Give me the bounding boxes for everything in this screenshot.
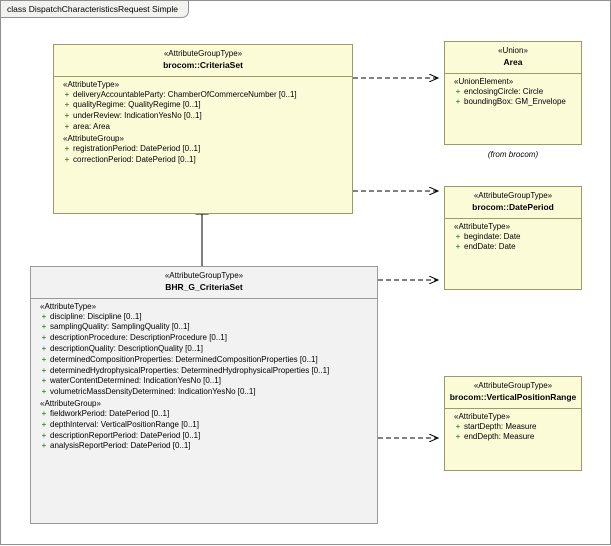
feature-row[interactable] (448, 87, 578, 98)
class-header-bhr-g-criteriaset (31, 267, 377, 298)
feature-row[interactable] (57, 122, 349, 133)
feature-text: discipline: Discipline [0..1] (50, 311, 142, 321)
feature-text: deliveryAccountableParty: ChamberOfCommerceNumber [0..1] (73, 89, 297, 99)
feature-row[interactable] (34, 355, 374, 366)
feature-row[interactable] (34, 441, 374, 452)
feature-row[interactable] (34, 344, 374, 355)
feature-text: analysisReportPeriod: DatePeriod [0..1] (50, 441, 191, 451)
feature-text: depthInterval: VerticalPositionRange [0..1] (50, 419, 199, 429)
feature-text: correctionPeriod: DatePeriod [0..1] (73, 154, 196, 164)
package-note-area (444, 150, 582, 159)
feature-text: boundingBox: GM_Envelope (464, 97, 566, 107)
group-label-attributegroup: «AttributeGroup» (63, 133, 124, 143)
visibility-marker: + (41, 441, 47, 451)
attribute-compartment-bhr-g-criteriaset (31, 299, 377, 456)
class-stereotype: «AttributeGroupType» (163, 49, 243, 58)
attribute-compartment-area (445, 74, 581, 112)
visibility-marker: + (455, 231, 461, 241)
package-note-text: (from brocom) (487, 150, 539, 159)
feature-row[interactable] (34, 420, 374, 431)
feature-row[interactable] (448, 422, 578, 433)
feature-text: determinedCompositionProperties: DeterminedCompositionProperties [0..1] (50, 354, 318, 364)
feature-row[interactable] (57, 144, 349, 155)
feature-row[interactable] (57, 100, 349, 111)
feature-text: determinedHydrophysicalProperties: DeterminedHydrophysicalProperties [0..1] (50, 365, 330, 375)
visibility-marker: + (41, 344, 47, 354)
feature-text: underReview: IndicationYesNo [0..1] (73, 111, 202, 121)
visibility-marker: + (455, 242, 461, 252)
feature-row[interactable] (57, 111, 349, 122)
visibility-marker: + (64, 143, 70, 153)
feature-text: area: Area (73, 122, 110, 132)
feature-row[interactable] (34, 322, 374, 333)
visibility-marker: + (41, 409, 47, 418)
class-header-criteriaset (54, 45, 352, 76)
feature-text: qualityRegime: QualityRegime [0..1] (73, 100, 201, 110)
class-box-dateperiod[interactable] (444, 186, 582, 290)
feature-row[interactable] (34, 376, 374, 387)
feature-text: endDepth: Measure (464, 432, 535, 442)
feature-text: endDate: Date (464, 242, 516, 252)
feature-text: registrationPeriod: DatePeriod [0..1] (73, 143, 201, 153)
visibility-marker: + (64, 122, 70, 132)
class-stereotype: «AttributeGroupType» (164, 271, 244, 280)
feature-row[interactable] (34, 431, 374, 442)
attribute-compartment-criteriaset (54, 77, 352, 169)
group-label-attributetype: «AttributeType» (454, 221, 511, 231)
visibility-marker: + (41, 376, 47, 386)
feature-text: enclosingCircle: Circle (464, 86, 544, 96)
visibility-marker: + (41, 430, 47, 440)
feature-row[interactable] (34, 409, 374, 420)
visibility-marker: + (64, 89, 70, 99)
feature-row[interactable] (57, 155, 349, 166)
class-stereotype: «AttributeGroupType» (473, 381, 553, 390)
visibility-marker: + (64, 100, 70, 110)
visibility-marker: + (41, 311, 47, 321)
class-name: brocom::DatePeriod (472, 202, 554, 212)
class-header-verticalpositionrange (445, 377, 581, 408)
visibility-marker: + (455, 421, 461, 431)
feature-text: begindate: Date (464, 231, 521, 241)
feature-text: descriptionProcedure: DescriptionProcedure [0..1] (50, 333, 227, 343)
diagram-title-tab (1, 1, 189, 18)
class-header-dateperiod (445, 187, 581, 218)
visibility-marker: + (455, 86, 461, 96)
class-name: brocom::VerticalPositionRange (449, 392, 577, 402)
feature-text: fieldworkPeriod: DatePeriod [0..1] (50, 409, 170, 418)
feature-text: volumetricMassDensityDetermined: IndicationYesNo [0..1] (50, 387, 256, 397)
class-box-bhr-g-criteriaset[interactable] (30, 266, 378, 524)
feature-text: waterContentDetermined: IndicationYesNo [0..1] (50, 376, 221, 386)
class-name: BHR_G_CriteriaSet (165, 282, 243, 292)
group-label-attributetype: «AttributeType» (454, 411, 511, 421)
class-stereotype: «Union» (498, 46, 528, 55)
class-stereotype: «AttributeGroupType» (473, 191, 553, 200)
visibility-marker: + (41, 387, 47, 397)
visibility-marker: + (41, 322, 47, 332)
feature-row[interactable] (34, 312, 374, 323)
visibility-marker: + (455, 97, 461, 107)
feature-row[interactable] (34, 387, 374, 398)
feature-row[interactable] (34, 333, 374, 344)
visibility-marker: + (64, 111, 70, 121)
feature-row[interactable] (448, 97, 578, 108)
visibility-marker: + (64, 154, 70, 164)
feature-text: descriptionQuality: DescriptionQuality [0..1] (50, 344, 203, 354)
class-name: brocom::CriteriaSet (163, 60, 243, 70)
attribute-compartment-dateperiod (445, 219, 581, 257)
visibility-marker: + (41, 365, 47, 375)
visibility-marker: + (41, 354, 47, 364)
group-label-attributetype: «AttributeType» (40, 301, 97, 311)
feature-row[interactable] (448, 242, 578, 253)
group-label-unionelement: «UnionElement» (454, 76, 514, 86)
class-box-criteriaset[interactable] (53, 44, 353, 214)
class-header-area (445, 42, 581, 73)
feature-row[interactable] (57, 90, 349, 101)
feature-text: descriptionReportPeriod: DatePeriod [0..1] (50, 430, 201, 440)
feature-row[interactable] (34, 366, 374, 377)
diagram-title: class DispatchCharacteristicsRequest Simple (7, 4, 179, 14)
group-label-attributetype: «AttributeType» (63, 79, 120, 89)
class-box-verticalpositionrange[interactable] (444, 376, 582, 471)
group-label-attributegroup: «AttributeGroup» (40, 399, 101, 408)
visibility-marker: + (455, 432, 461, 442)
feature-row[interactable] (448, 232, 578, 243)
attribute-compartment-verticalpositionrange (445, 409, 581, 447)
visibility-marker: + (41, 333, 47, 343)
class-box-area[interactable] (444, 41, 582, 145)
class-name: Area (503, 57, 523, 67)
visibility-marker: + (41, 419, 47, 429)
feature-row[interactable] (448, 432, 578, 443)
feature-text: startDepth: Measure (464, 421, 537, 431)
feature-text: samplingQuality: SamplingQuality [0..1] (50, 322, 190, 332)
